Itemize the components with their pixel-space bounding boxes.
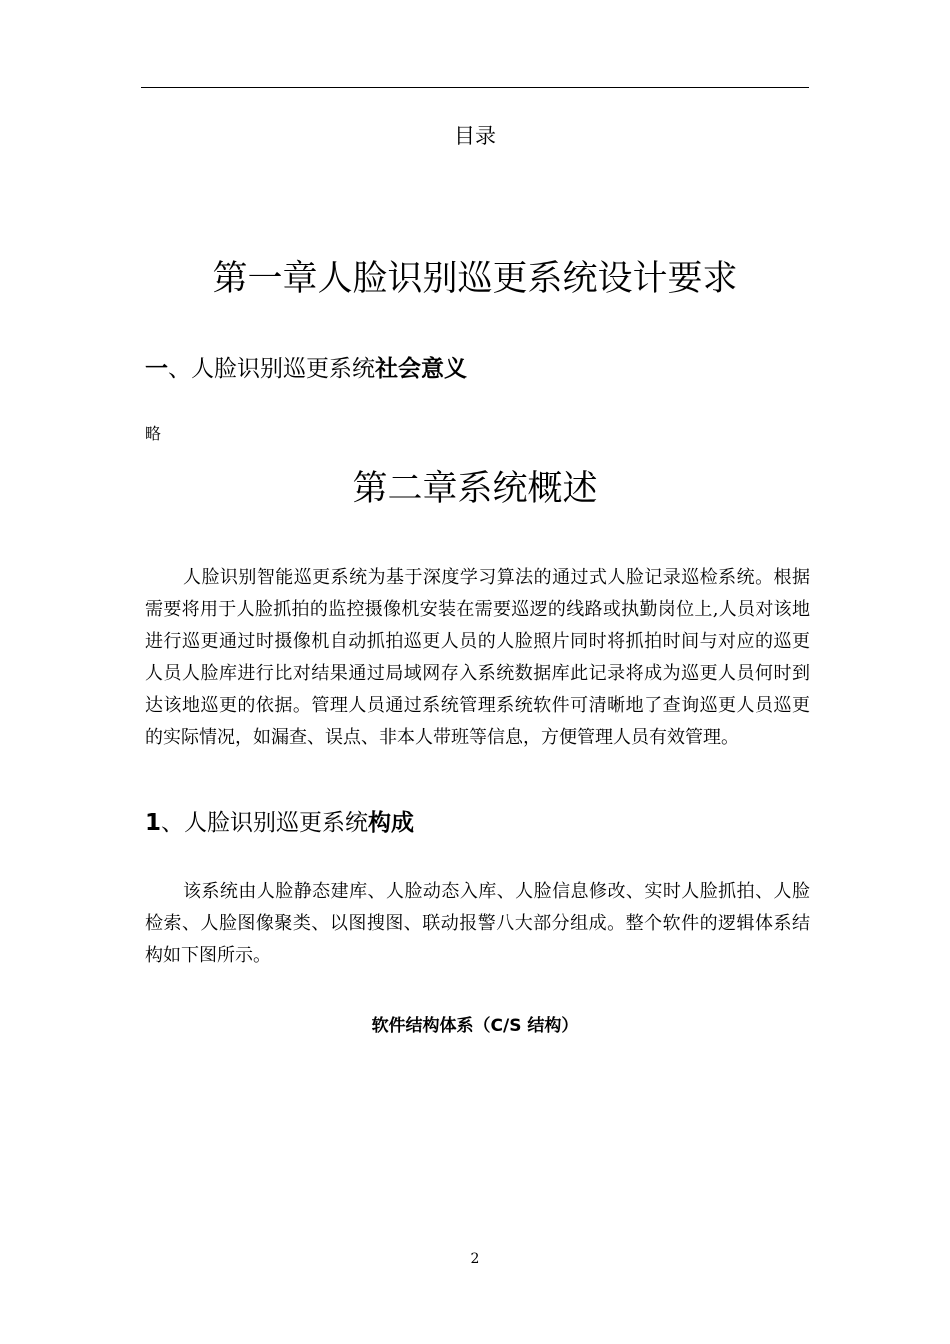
section-title-bold: 构成 [368,810,415,836]
section-social-significance [145,354,467,384]
composition-paragraph: 该系统由人脸静态建库、人脸动态入库、人脸信息修改、实时人脸抓拍、人脸检索、人脸图像聚类、以图搜图、联动报警八大部分组成。整个软件的逻辑体系结构如下图所示。 [145,881,810,966]
chapter-1-title: 第一章人脸识别巡更系统设计要求 [212,259,738,299]
system-overview-paragraph: 人脸识别智能巡更系统为基于深度学习算法的通过式人脸记录巡检系统。根据需要将用于人脸抓拍的监控摄像机安装在需要巡逻的线路或执勤岗位上,人员对该地进行巡更通过时摄像机自动抓拍巡更人员的人脸照片同时将抓拍时间与对应的巡更人员人脸库进行比对结果通过局域网存入系统数据库此记录将成为巡更人员何时到达该地巡更的依据。管理人员通过系统管理系统软件可清晰地了查询巡更人员巡更的实际情况，如漏查、误点、非本人带班等信息，方便管理人员有效管理。 [145,567,810,748]
toc-label: 目录 [454,124,496,148]
figure-caption: 软件结构体系（C/S 结构） [371,1016,579,1036]
section-composition [145,808,414,838]
header-rule [141,87,809,88]
section-title-bold: 社会意义 [375,356,467,382]
section-number: 1 [145,810,162,836]
section-number: 一 [145,356,168,382]
chapter-2-title: 第二章系统概述 [352,469,598,509]
section-title-plain: 、人脸识别巡更系统 [161,810,369,836]
page-number: 2 [470,1251,480,1267]
section-body-omitted: 略 [145,424,162,443]
section-title-plain: 、人脸识别巡更系统 [168,356,375,382]
